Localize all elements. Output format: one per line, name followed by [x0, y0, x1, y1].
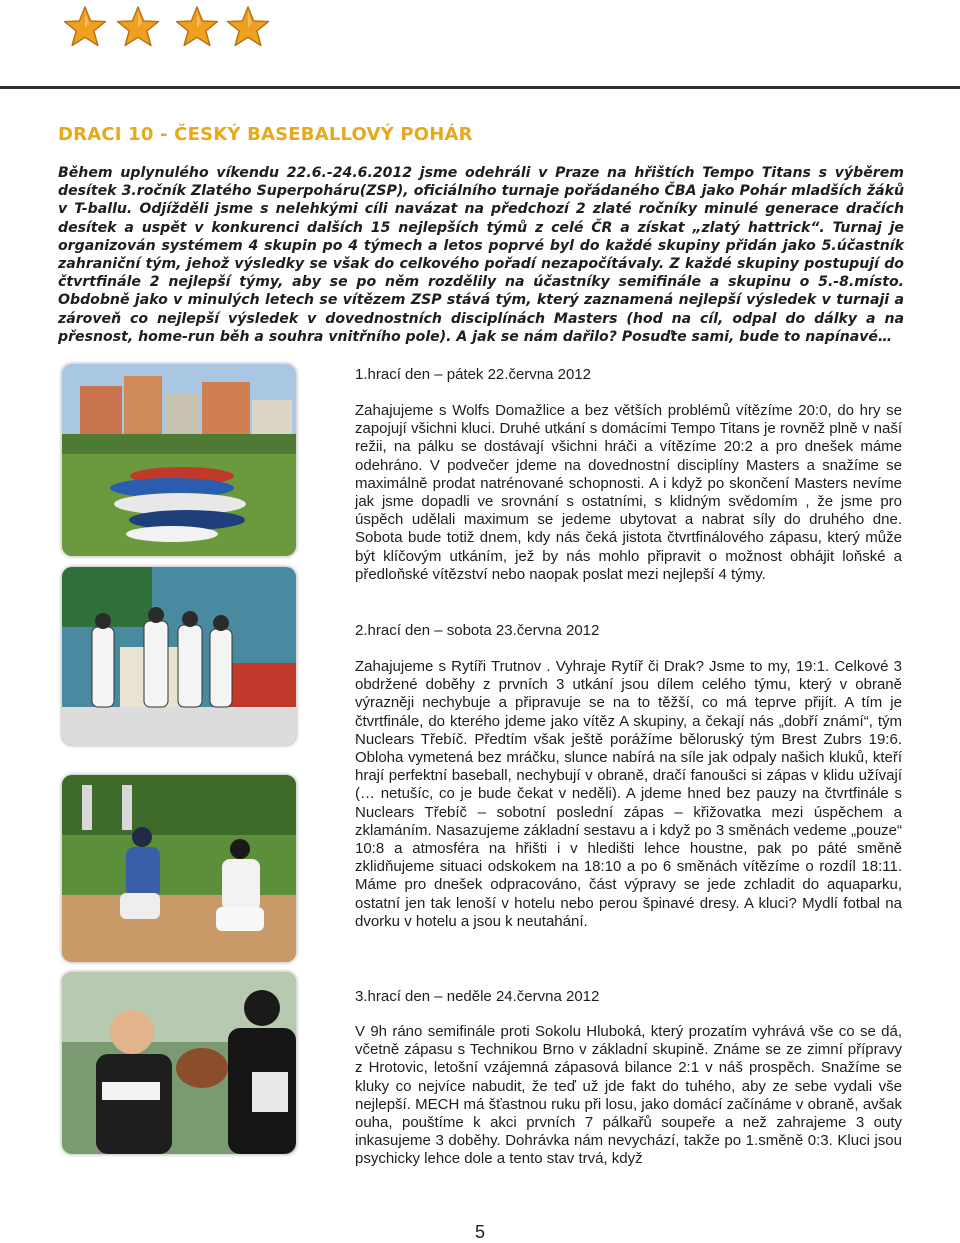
star-icon	[62, 4, 108, 50]
star-icon	[174, 4, 220, 50]
day-3-title: 3.hrací den – neděle 24.června 2012	[355, 988, 600, 1005]
day-2-text: Zahajujeme s Rytíři Trutnov . Vyhraje Rytíř či Drak? Jsme to my, 19:1. Celkové 3 obdržené doběhy z prvních 3 utkání jsou dílem celého týmu, který v obraně výrazněji nechybuje a připravuje se na to těžší, co má teprve přijít. A tím je čtvrtfinále, do kterého jdeme jako vítěz A skupiny, a čekají nás „dobří známí“, tým Nuclears Třebíč. Předtím však ještě porážíme běloruský tým Brest Zubrs 19:6. Obloha vymetená bez mráčku, slunce nabírá na síle jak odpaly našich kluků, kteří hrají perfektní baseball, nechybují v obraně, dračí fanoušci si zápas v klidu užívají (… netušíc, co je bude čekat v neděli). A jdeme hned bez pauzy na čtvrtfinále s Nuclears Třebíč – sobotní poslední zápas – křižovatka mezi úspěchem a zklamáním. Nasazujeme základní sestavu a i když po 3 směnách vedeme „pouze“ 10:8 a atmosféra na hřišti i v hledišti lehce houstne, pak po páté směně zklidňujeme situaci odskokem na 18:10 a po 6 směnách vítězíme o rozdíl 18:11. Máme pro dnešek odpracováno, část výpravy se jede zchladit do aquaparku, ostatní jen tak lenoší v hotelu nebo perou špinavé dresy. A kluci? Mydlí fotbal na dvorku v hotelu a jsou k neutahání.	[355, 658, 902, 930]
day-2-title: 2.hrací den – sobota 23.června 2012	[355, 622, 600, 639]
photo-high-five	[62, 972, 296, 1154]
article-intro: Během uplynulého víkendu 22.6.-24.6.2012 jsme odehráli v Praze na hřištích Tempo Titans s výběrem desítek 3.ročník Zlatého Superpoháru(ZSP), oficiálního turnaje pořádaného ČBA jako Pohár mladších žáků v T-ballu. Odjížděli jsme s nelehkými cíli navázat na předchozí 2 zlaté ročníky minulé generace dračích desítek a uspět v konkurenci dalších 15 nejlepších týmů z celé ČR a získat „zlatý hattrick“. Turnaj je organizován systémem 4 skupin po 4 týmech a letos poprvé byl do každé skupiny přidán jako 5.účastník zahraniční tým, jehož výsledky se však do celkového pořadí nezapočítávaly. Z každé skupiny postupují do čtvrtfinále 2 nejlepší týmy, aby se po něm rozdělily na účastníky semifinále a skupinu o 5.-8.místo. Obdobně jako v minulých letech se vítězem ZSP stává tým, který zaznamená nejlepší výsledek v turnaji a zároveň co nejlepší výsledek v dovednostních disciplínách Masters (hod na cíl, odpal do dálky a na přesnost, home-run běh a souhra vnitřního pole). A jak se nám dařilo? Posuďte sami, bude to napínavé…	[58, 165, 904, 345]
header-rule	[0, 86, 960, 89]
photo-base-running	[62, 775, 296, 962]
photo-opening-ceremony	[62, 364, 296, 556]
article-title: DRACI 10 - ČESKÝ BASEBALLOVÝ POHÁR	[58, 124, 473, 145]
day-1-text: Zahajujeme s Wolfs Domažlice a bez větších problémů vítězíme 20:0, do hry se zapojují všichni kluci. Druhé utkání s domácími Tempo Titans je rovněž plně v naší režii, na pálku se dostávají všichni hráči a vítězíme 20:2 a pro dnešek máme odehráno. V podvečer jdeme na dovednostní disciplíny Masters a snažíme se maximálně prodat natrénované schopnosti. A i když po skončení Masters nevíme jak jsme dopadli ve srovnání s ostatními, s klidným svědomím , že jsme pro úspěch udělali maximum se jedeme ubytovat a nabrat síly do druhého dne. Sobota bude totiž dnem, kdy nás čeká jistota čtvrtfinálového zápasu, který může být klíčovým utkáním, jež by nás mohlo připravit o možnost obhájit loňské a předloňské vítězství nebo naopak poslat mezi nejlepší 4 týmy.	[355, 402, 902, 583]
day-1-title: 1.hrací den – pátek 22.června 2012	[355, 366, 592, 383]
star-icon	[225, 4, 271, 50]
star-icon	[115, 4, 161, 50]
page-number: 5	[474, 1222, 485, 1242]
photo-team-dugout	[62, 567, 296, 745]
day-3-text: V 9h ráno semifinále proti Sokolu Hluboká, který prozatím vyhrává vše co se dá, včetně zápasu s Technikou Brno v základní skupině. Známe se ze zimní přípravy z Hrotovic, letošní vzájemná zápasová bilance 2:1 v náš prospěch. Snažíme se kluky co nejvíce nabudit, že teď už jde fakt do tuhého, aby ze sebe vydali vše nejlepší. MECH má šťastnou ruku při losu, jako domácí začínáme v obraně, avšak ouha, pouštíme k akci prvních 7 pálkařů soupeře a než zahrajeme 3 outy inkasujeme 3 doběhy. Dohrávka nám nevychází, takže po 1.směně 0:3. Kluci jsou psychicky lehce dole a tento stav trvá, když	[355, 1023, 902, 1168]
